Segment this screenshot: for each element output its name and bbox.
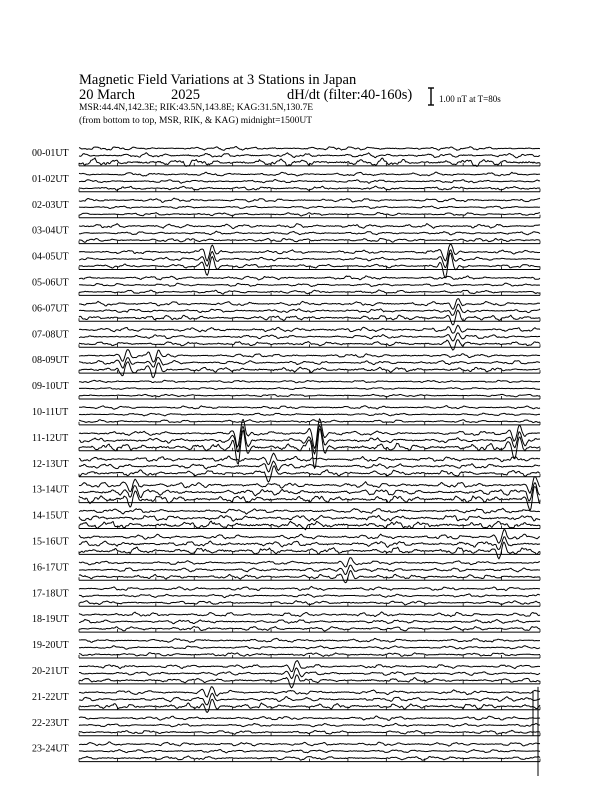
trace-kag [79,612,540,617]
hour-row [32,147,540,167]
trace-kag [79,742,540,746]
hour-label: 05-06UT [32,277,69,289]
hour-row [32,419,540,469]
hour-row [32,530,540,559]
hour-row [32,716,540,736]
trace-rik [79,304,540,315]
trace-kag [79,350,540,363]
trace-rik [79,723,540,726]
trace-rik [79,206,540,209]
chart-quantity: dH/dt (filter:40-160s) [287,87,413,103]
trace-msr [79,186,540,190]
trace-kag [79,147,540,151]
station-order-note: (from bottom to top, MSR, RIK, & KAG) midnight=1500UT [79,116,313,126]
trace-rik [79,333,540,341]
hour-label: 01-02UT [32,173,69,185]
hour-row [32,687,540,713]
trace-kag [79,477,540,494]
trace-rik [79,537,540,550]
hour-row [32,276,540,296]
chart-title: Magnetic Field Variations at 3 Stations in Japan [79,72,357,88]
trace-msr [79,362,540,378]
hour-label: 10-11UT [32,407,69,418]
hour-row [32,198,540,218]
hour-label: 15-16UT [32,536,69,548]
hour-label: 08-09UT [32,355,69,367]
trace-rik [79,283,540,286]
chart-year: 2025 [171,87,200,103]
hour-label: 07-08UT [32,329,69,341]
hour-label: 16-17UT [32,562,69,574]
trace-kag [79,508,540,514]
trace-kag [79,172,540,176]
trace-kag [79,198,540,202]
trace-kag [79,530,540,544]
hour-row [32,477,540,511]
trace-rik [79,388,540,390]
trace-kag [79,661,540,672]
hour-label: 21-22UT [32,691,69,703]
hour-label: 04-05UT [32,251,69,263]
hour-row [32,586,540,606]
trace-rik [79,565,540,575]
hour-label: 06-07UT [32,303,69,315]
hour-label: 00-01UT [32,148,69,159]
hour-row [32,406,540,425]
hour-rows [32,147,540,762]
trace-kag [79,558,540,567]
hour-label: 03-04UT [32,225,69,237]
hour-row [32,325,540,350]
hour-label: 12-13UT [32,458,69,470]
trace-msr [79,571,540,583]
hour-label: 02-03UT [32,199,69,211]
trace-msr [79,730,540,734]
hour-label: 17-18UT [32,588,69,600]
hour-label: 13-14UT [32,484,69,496]
trace-msr [79,253,540,277]
trace-rik [79,750,540,753]
hour-row [32,350,540,378]
trace-kag [79,687,540,697]
trace-rik [79,668,540,679]
hour-row [32,380,540,399]
hour-row [32,224,540,244]
trace-kag [79,299,540,310]
hour-row [32,612,540,632]
trace-rik [79,515,540,521]
hour-label: 19-20UT [32,640,69,652]
hour-label: 20-21UT [32,666,69,677]
trace-rik [79,461,540,472]
trace-msr [79,420,540,423]
trace-kag [79,276,540,280]
trace-rik [79,180,540,184]
hour-row [32,453,540,482]
hour-row [32,638,540,658]
trace-rik [79,413,540,416]
trace-kag [79,325,540,333]
hour-row [32,558,540,583]
trace-msr [79,466,540,482]
station-coordinates: MSR:44.4N,142.3E; RIK:43.5N,143.8E; KAG:31.5N,130.7E [79,103,314,113]
scale-bar-label: 1.00 nT at T=80s [439,94,501,104]
scale-bar [428,88,434,105]
hour-row [32,508,540,530]
trace-rik [79,231,540,235]
hour-row [32,742,540,762]
trace-kag [79,406,540,410]
hour-label: 22-23UT [32,717,69,729]
trace-rik [79,619,540,623]
trace-kag [79,586,540,590]
hour-label: 18-19UT [32,614,69,626]
hour-label: 11-12UT [32,432,69,444]
trace-rik [79,153,540,158]
hour-label: 14-15UT [32,510,69,522]
hour-label: 23-24UT [32,743,69,755]
trace-rik [79,594,540,598]
hour-row [32,299,540,325]
trace-kag [79,638,540,642]
trace-kag [79,380,540,382]
hour-label: 09-10UT [32,381,69,393]
hour-row [32,661,540,688]
hour-row [32,172,540,192]
hour-row [32,244,540,278]
trace-rik [79,646,540,650]
chart-date: 20 March [79,87,135,103]
trace-msr [79,601,540,605]
trace-rik [79,693,540,705]
trace-kag [79,224,540,229]
trace-kag [79,453,540,464]
trace-msr [79,699,540,712]
trace-kag [79,716,540,720]
